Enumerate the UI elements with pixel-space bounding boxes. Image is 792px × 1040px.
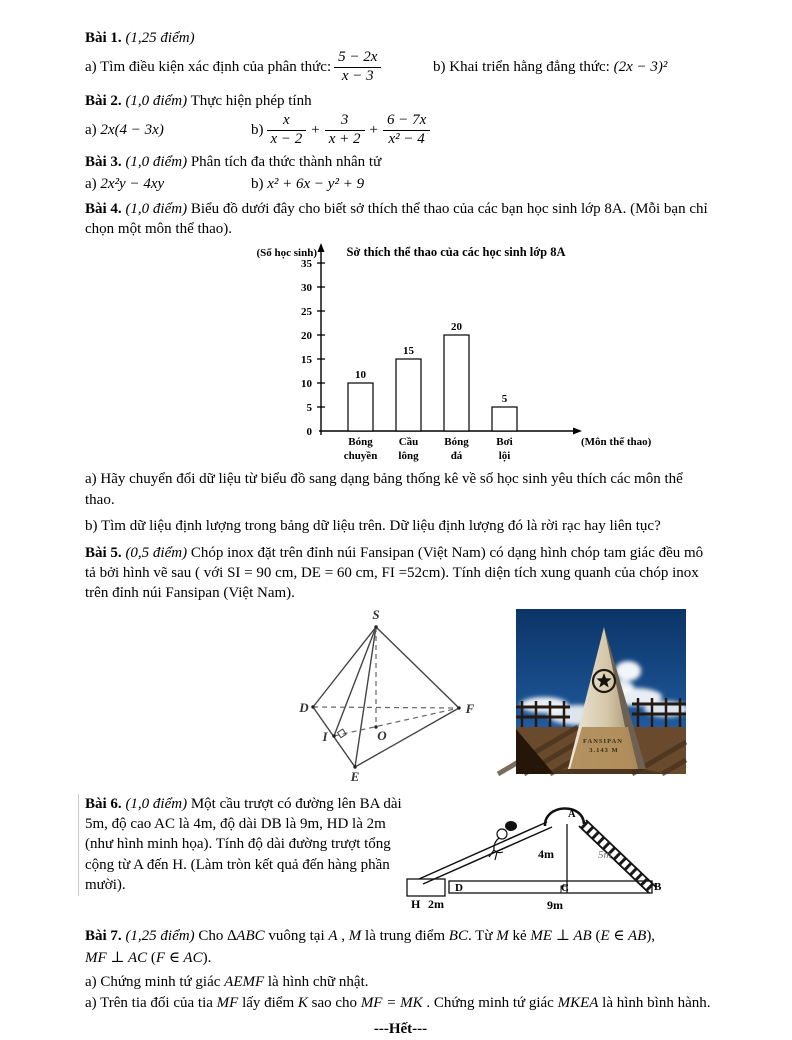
- end-marker: ---Hết---: [373, 1021, 428, 1038]
- vertex-label-E: E: [350, 768, 360, 784]
- problem-1-heading: [85, 28, 716, 48]
- bar-value-label: 15: [403, 345, 414, 358]
- problem-3-points: (1,0 điểm): [125, 153, 188, 170]
- child-figure: [489, 821, 517, 860]
- y-axis-arrow: [318, 243, 325, 252]
- category-label: đá: [450, 450, 463, 463]
- problem-5-points: (0,5 điểm): [125, 544, 188, 561]
- fraction-numerator: 5 − 2x: [338, 49, 378, 66]
- pyramid-diagram: [298, 604, 498, 786]
- problem-7-points: (1,25 điểm): [125, 927, 195, 944]
- problem-1-row: [85, 50, 716, 85]
- problem-5-figures: [298, 604, 716, 786]
- label-A: A: [568, 808, 576, 820]
- problem-4-points: (1,0 điểm): [125, 200, 188, 217]
- label-4m: 4m: [538, 846, 554, 861]
- problem-3-title: Bài 3.: [85, 153, 122, 170]
- problem-3b: [251, 174, 364, 194]
- label-H: H: [411, 896, 421, 911]
- plus-operator: +: [369, 122, 378, 139]
- problem-5-desc: Chóp inox đặt trên đỉnh núi Fansipan (Việt Nam) có dạng hình chóp tam giác đều mô tả bởi hình vẽ sau ( với SI = 90 cm, DE = 60 cm, FI =52cm). Tính diện tích xung quanh của chóp inox trên đỉnh núi Fansipan (Việt Nam).: [85, 544, 704, 602]
- label-D: D: [455, 881, 463, 894]
- chart-title: Sở thích thể thao của các học sinh lớp 8A: [346, 245, 566, 260]
- fraction-numerator: 6 − 7x: [387, 112, 427, 129]
- problem-4-desc: Biểu đồ dưới đây cho biết sở thích thể thao của các bạn học sinh lớp 8A. (Mỗi bạn chỉ chọn một môn thể thao).: [85, 200, 708, 237]
- problem-2b-label: b): [251, 122, 264, 139]
- category-label: Bóng: [444, 436, 469, 449]
- y-tick-label: 0: [306, 426, 312, 439]
- slide-structure: [407, 808, 656, 896]
- problem-6-title: Bài 6.: [85, 795, 122, 812]
- problem-6-statement: [78, 794, 405, 896]
- problem-6-desc: Một cầu trượt có đường lên BA dài 5m, độ cao AC là 4m, độ dài DB là 9m, HD là 2m (như hình minh họa). Tính độ dài đường trượt tổng cộng từ A đến H. (Làm tròn kết quả đến hàng phần mười).: [85, 795, 402, 894]
- inscription-line-2: 3.143 M: [589, 746, 619, 754]
- problem-2-points: (1,0 điểm): [125, 92, 188, 109]
- label-9m: 9m: [547, 897, 563, 912]
- problem-6-points: (1,0 điểm): [125, 795, 188, 812]
- fraction: [325, 113, 365, 148]
- category-label: chuyền: [343, 450, 378, 463]
- bar-value-label: 5: [501, 393, 508, 406]
- problem-5-title: Bài 5.: [85, 544, 122, 561]
- problem-1-points: (1,25 điểm): [125, 30, 195, 46]
- vertex-label-S: S: [372, 606, 380, 622]
- problem-5-statement: [85, 543, 716, 604]
- x-axis-label: (Môn thể thao): [581, 436, 652, 449]
- problem-1-title: Bài 1.: [85, 30, 122, 46]
- problem-1b: [433, 57, 667, 77]
- problem-3-desc: Phân tích đa thức thành nhân tử: [190, 153, 382, 170]
- problem-7b-question: a) Trên tia đối của tia MF lấy điểm K sao cho MF = MK . Chứng minh tứ giác MKEA là hình bình hành.: [85, 994, 711, 1011]
- problem-3b-label: b): [251, 176, 264, 193]
- fraction-denominator: x − 3: [334, 67, 381, 85]
- label-2m: 2m: [428, 896, 444, 911]
- problem-3a-label: a): [85, 176, 97, 193]
- vertex-label-D: D: [299, 699, 309, 715]
- category-label: Cầu: [398, 436, 419, 449]
- problem-2a-label: a): [85, 122, 97, 139]
- y-tick-label: 20: [301, 330, 312, 343]
- category-label: lội: [498, 450, 511, 463]
- problem-7-statement: [85, 926, 716, 946]
- bar: [348, 383, 373, 431]
- problem-7a-question: a) Chứng minh tứ giác AEMF là hình chữ nhật.: [85, 974, 369, 991]
- problem-2-title: Bài 2.: [85, 92, 122, 109]
- fraction-numerator: x: [283, 112, 290, 129]
- problem-3a: [85, 174, 251, 194]
- pyramid-vertices: [311, 625, 460, 768]
- problem-3-row: [85, 174, 716, 194]
- problem-2b: [251, 113, 433, 148]
- fraction-denominator: x + 2: [325, 130, 365, 148]
- fraction-numerator: 3: [340, 112, 349, 129]
- ladder-rungs: [584, 824, 653, 890]
- inscription-line-1: FANSIPAN: [583, 737, 623, 745]
- bar: [444, 335, 469, 431]
- problem-1b-label: b) Khai triển hằng đẳng thức:: [433, 59, 610, 76]
- problem-2-row: [85, 113, 716, 148]
- label-5m: 5m: [598, 848, 612, 861]
- problem-1a: [85, 50, 433, 85]
- problem-2a: [85, 120, 251, 140]
- problem-7-title: Bài 7.: [85, 927, 122, 944]
- problem-7-line1: Cho ∆ABC vuông tại A , M là trung điểm BC. Từ M kẻ ME ⊥ AB (E ∈ AB),: [198, 927, 656, 944]
- bar: [396, 359, 421, 431]
- y-tick-label: 5: [306, 402, 312, 415]
- y-tick-label: 25: [301, 306, 312, 319]
- problem-1a-label: a) Tìm điều kiện xác định của phân thức:: [85, 59, 332, 76]
- y-tick-label: 35: [301, 258, 312, 271]
- y-tick-label: 10: [301, 378, 312, 391]
- bar-value-label: 20: [451, 321, 462, 334]
- category-label: Bóng: [348, 436, 373, 449]
- y-tick-label: 30: [301, 282, 312, 295]
- vertex-label-F: F: [465, 700, 475, 716]
- y-axis-label: (Số học sinh): [256, 247, 317, 260]
- problem-7-line2: MF ⊥ AC (F ∈ AC).: [85, 950, 212, 967]
- sports-bar-chart: [251, 243, 666, 465]
- category-label: lông: [398, 450, 419, 463]
- problem-3-heading: [85, 152, 716, 172]
- vertex-label-I: I: [322, 728, 328, 744]
- fansipan-photo: [516, 609, 686, 774]
- fraction: [383, 113, 430, 148]
- plus-operator: +: [311, 122, 320, 139]
- x-axis-arrow: [573, 428, 582, 435]
- slide-figure-container: [407, 796, 697, 918]
- problem-1b-expression: (2x − 3)²: [613, 59, 668, 76]
- fraction: [334, 50, 381, 85]
- slide-diagram: [407, 796, 697, 918]
- chart-container: [251, 243, 716, 465]
- fraction-denominator: x² − 4: [383, 130, 430, 148]
- problem-2-heading: [85, 91, 716, 111]
- problem-2-desc: Thực hiện phép tính: [190, 92, 312, 109]
- bar-value-label: 10: [355, 369, 366, 382]
- problem-6-row: [85, 794, 716, 918]
- vertex-label-O: O: [377, 727, 387, 743]
- problem-4-title: Bài 4.: [85, 200, 122, 217]
- problem-4b-question: b) Tìm dữ liệu định lượng trong bảng dữ liệu trên. Dữ liệu định lượng đó là rời rạc hay liên tục?: [85, 518, 661, 535]
- bar: [492, 407, 517, 431]
- label-C: C: [561, 881, 569, 894]
- problem-3b-expression: x² + 6x − y² + 9: [267, 176, 365, 193]
- pyramid-labels: [298, 607, 474, 784]
- fraction-denominator: x − 2: [267, 130, 307, 148]
- problem-2a-expression: 2x(4 − 3x): [100, 122, 164, 139]
- y-tick-label: 15: [301, 354, 312, 367]
- label-B: B: [654, 880, 662, 893]
- problem-4-statement: [85, 199, 716, 240]
- problem-4a-question: a) Hãy chuyển đổi dữ liệu từ biểu đồ sang dạng bảng thống kê về số học sinh yêu thích các môn thể thao.: [85, 471, 683, 508]
- category-label: Bơi: [496, 436, 513, 449]
- problem-3a-expression: 2x²y − 4xy: [100, 176, 165, 193]
- pyramid-solid-edges: [313, 627, 459, 767]
- fraction: [267, 113, 307, 148]
